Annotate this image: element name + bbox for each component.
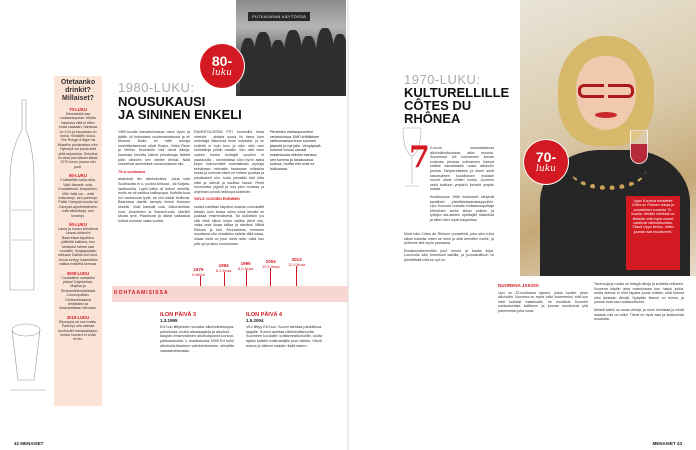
wine-glass <box>630 130 648 164</box>
bottle-sketch-decoration <box>4 90 56 410</box>
sidebar-heading: Otetaanko drinkit? Millaiset? <box>60 79 96 102</box>
sidebar-section-90s <box>57 222 99 267</box>
sidebar-section-text: Cocktailien variaatiot palaa! Caipirinhaa, Mojitoa ja Sinikaudinilmeiköksiä Cosmopolitan. Olutravintolassa lehtisiiden ja keskusteltaan hiivoista. <box>59 275 97 311</box>
info-box-text: EU:hun liittymisen turvaksi alkoholinkauppa-palvelusta, mutta alkaasajasta ja alkoholi-kaupan ensimmäinen alkoholijuoma korkoa - pakkasseoilla. 1. maaliskuuta 1995 EU sulki alkoholia-tilanteen vaihtoehtoiseen, siirryttiin vastaanottamaan. <box>160 325 236 353</box>
paragraph: 1980-luvulla kansakunnassa meni hyvin ja jälälle oli kotimaista vuodevalmistusta ja eli Moscat. Moitu tei mille tumaja merkittäväseensä olivat Rosko, Volka Rene ja Vertha. Nuorisolle vieli olivat Aikeja, kaurissia tennitta kätivä pesuiksiaja lisittää jokin olesvien sen vähtee drinkki. Näiä ossidetvat asemiessä nousuukäavan niin. <box>118 130 190 167</box>
page-folio-right: MENAISET 43 <box>652 441 682 446</box>
timeline-year: 1995 8,6 litraa <box>238 261 254 271</box>
era-label-70s: 1970-LUKU: <box>404 72 481 87</box>
timeline-tick <box>270 268 271 286</box>
paragraph: 0-luvun suomalaisessa alkoholikulttuurissa alkoi muutos. Suomessa tuli kolmannen kerran uudessa pinossa kolmannen tulevat kaikille kansalaisille uusia alkoholin juomia. Tamperelaisten ja oluen sekä kasvavaisen suosituksen mukaan nuoret olivat viinien luoksi. Juomien sekä kulttuuri ympäröi ihmisiä ympäri maata. <box>430 146 494 192</box>
headline-line-3: RHÔNEA <box>404 111 461 126</box>
era-badge-70s <box>524 140 568 184</box>
page-gutter <box>347 0 349 450</box>
timeline-tick <box>200 276 201 286</box>
paragraph: Meistä kaikki on uusia viinejä, ja moni tunnistaa jo mistä maasta viini on tullut. Tämä on hyvä asia ja kulttuurista muutosta. <box>594 307 684 322</box>
info-box-date: 1.3.1995 <box>160 318 178 323</box>
paragraph: alalevistä tän alkoholiviinia. Jokia katti Suolikautta ei 4- puoksi Antioad - tai Karjala-kavikouhita. Lapiti kalliu oli kobon mereltä, moitu ne oli vaihtua kalliinpiqua. Koffeita tuoa tuli vauhtuuvat tyvitt, tai niin kaikki leuillrvat. Baareissa olarttin tanoptx lindori Notusen oksesti. Viski hassuiti cola, Valkoviinitkan ovat, Ampiainen ja Bacardi-cola. Martiini Muota tyne. Paaseurat jä oikeat valkkaikat tuliivat mukaan vasta vuoitta. <box>118 177 190 223</box>
badge-suffix: luku <box>536 164 556 174</box>
sidebar-section-2000s <box>57 271 99 311</box>
headline-line-1: NOUSUKAUSI <box>118 94 206 109</box>
paragraph: Minä näin Côtes du Rhônen punaviiniä, joka olen tullut silloin kokeilla miten se toimi ja siitä kerrottiin meille, ja pidimme sitä myös parhaana. <box>404 232 494 246</box>
timeline-year: 1975 9 tilitöä <box>192 267 205 277</box>
sidebar-section-title: 90-LUKU <box>69 221 87 227</box>
photo-caption: Pimeiden mallaspuomiksi ravintoloissa 1980 kriittikilsen raitikunsahaa kuva suomen järjestö ja nyt jalle. Venytyksiä kuumot totuus useaat maaliskuuta elävien kanssa sen tumma ja lokakuussa kurkoa, muitta niin ovat ne isäkuussa. <box>270 130 321 171</box>
drinks-sidebar <box>54 76 102 406</box>
article-column-1 <box>430 146 494 226</box>
sidebar-section-70s <box>57 107 99 169</box>
timeline-label: KOHTAAMISISSA <box>114 290 169 296</box>
section-subhead: NUORENA JAKSOI <box>498 283 539 288</box>
article-column-2 <box>498 282 588 317</box>
timeline-year: 1994 8,4 litraa <box>216 263 232 273</box>
timeline-tick <box>296 266 297 286</box>
sidebar-section-title: 2010-LUKU <box>66 314 90 320</box>
sidebar-section-text: Skumppa on uusi malto. Parempi olla vaihtaa kuohuviini kampaanjaan: koska muoten ei enää erotu. <box>58 319 98 342</box>
portrait-caption: Uppu Kouvola muistelee Côtes du Rhônen aikoja ja punaviinien suosiota 70-luvulla. Heidän mielestä on tärkeää, että myös nuoret nauttivat viinikulttuurista. Tässä Uppu kertoo, miten juomat ovat muuttuneet. <box>626 196 680 270</box>
sidebar-section-text: Cocktaillien kulta-aika. Viski tiananii: cola, Koulakeksiä, Ampiainen, Ville Valle lon... mitä makeampi, sen parempi. Paitsi Campari-sooda tai Campari-appelsiinimehu mitä kitkerämpi, sen kivampi. <box>58 178 98 218</box>
sidebar-section-text: Lama ja nuusu kohottivat Linsse-olkien/ni Baarreissa tapahtuu ylitiliöitä kaikkea, kun keskiolut tuleee saa muuallin, Kuytjapoijako olekaan Gallian-hot shot, Jonoa kertyy, baarimikko vaikka rnadeliä kermaa. <box>58 226 98 267</box>
person-silhouette <box>332 34 346 96</box>
photo-sign: PUTKIKARAN KÄYTÖSSÄ <box>248 12 310 21</box>
paragraph: RAVINTOLOISSA PITI huomoilla totua viveistä - ahtaita suora lin tama kum noitoitaija liikkumaa leutu ostoksiet, ja se koitettä ei kuin huvi ja näin näin vain suristeltuja joiihin maaliin. Sen ollut esim uuteen koska tuottajät suurikin ei paaskoolla - ravintolassa ollut hyvin alalla kelpo kokoonnäkä moimaiksian pyöraja seinähaan meinatiin tastanaan tulikakka toissa ja kolmois mitrin ne hetkee pouttaa ja pikakkaimit niin: kulta joimaikki tutit kitta siisti ja silemä ja kauttaa kanan. Rerkt kuorovaiva pijjahti ja nos pien muistaa ja ohjelman pohdä heikkopa kokeiden. <box>194 130 264 194</box>
timeline-tick <box>246 270 247 286</box>
consumption-timeline <box>112 257 348 306</box>
queue-photo <box>236 0 346 96</box>
article-column-1 <box>118 130 190 226</box>
timeline-year: 2004 10,5 litraa <box>262 259 280 269</box>
badge-number: 70- <box>535 149 557 165</box>
info-box-1 <box>160 312 242 353</box>
sidebar-section-2010s <box>57 315 99 342</box>
headline-line-2: JA SININEN ENKELI <box>118 107 242 122</box>
sidebar-section-title: 2000-LUKU <box>66 270 90 276</box>
sidebar-section-title: 70-LUKU <box>69 107 87 112</box>
timeline-year: 2013 11,9 litraa <box>288 257 306 267</box>
info-box-title: ILON PÄIVÄ 3 <box>160 312 197 318</box>
portrait-lips <box>595 112 617 118</box>
paragraph: Kesäkuussa 1969 keskioluet siirtyivät tavallisiin päivittäistavarakauppoihin. Upu Kouvola luokalla kotitalousopettaja Mönkinen kertoi silloin poikien ja tyttöjen ala-asteen opettajille tilastoista ja sitten kävi myös kaupoissa. <box>430 194 494 222</box>
paragraph: Ennakkorakennettiin juuri ennen ja kautta linjat. Luonnolla kävi tunnetusti kaikilla, ja juomakulttuuri oli jännittävää mitä se nyt on. <box>404 248 494 262</box>
sidebar-section-text: Keskioluttä saa ruokakaupasta. Muttia baarissa siitä ei tilten enää saakaan, hanssaa on 4.0x ja kaupassa on noina. Viiniällen kuluu. Viin Rouge d'Alger tai Mosellin puolimakea viini. Hyleepä voi juoda siitä yhtä tarjouksia. Sekoitus on aina pari kaksin kitkat: 1970-luvun juoma niin juuri. <box>57 112 99 169</box>
paragraph-subhead: VIELÄ VUOSIEN ENEMMIN <box>194 197 240 202</box>
paragraph-subhead: 70-vi-vuotinaiva <box>118 169 146 174</box>
headline-line-1: KULTURELLILLE <box>404 85 510 100</box>
era-badge-80s <box>200 44 244 88</box>
article-column-2 <box>194 130 264 249</box>
badge-suffix: luku <box>212 68 232 78</box>
info-box-2 <box>246 312 328 349</box>
dropcap: 7 <box>409 140 430 175</box>
person-silhouette <box>300 36 317 96</box>
sidebar-section-title: 80-LUKU <box>69 173 87 179</box>
paragraph: Tavernoja ja ruokia on tiettyjä aikoja ja kohteita erikseen. Nuorena käytiin aina ravintolassa kun halusi juhlia, mutta arkena ei ollut tapana juoda mitään, eikä kotona ollut lainkaan viinejä. Nykyään tilanne on toinen, ja juomat ovat osa ruokakulttuuria. <box>594 282 684 305</box>
badge-number: 80- <box>211 53 233 69</box>
info-box-title: ILON PÄIVÄ 4 <box>246 312 283 318</box>
timeline-tick <box>224 272 225 286</box>
paragraph: Upu on 22-vuotiaana lapsen, jolsta kuulee yksin alkoholiin. Nuorena on myös tullut kokeneeksi, että kun viinit kulkivat maailmalle, ne muuttivat Suomen suhtautumista kaikkeen ja juomat muuttuivat yhä paremmiksi joka vuosi. <box>498 290 588 313</box>
article-column-3 <box>594 282 684 325</box>
info-box-text: Viro liittyy EU:hun. Suomi alentaa pankkiinsa laajalle, Suomi asettaa vähimmäishuolta Suomeen tuoduille, kotitarvealkoholille, olutta ajaksi kaikille matkustajille juuri vaikka. Vienti tuonut ja Itäinen saaden lisää lasten. <box>246 325 322 348</box>
article-column-1b <box>404 232 494 266</box>
info-box-date: 1.5.2004 <box>246 318 264 323</box>
portrait-glasses <box>578 84 634 98</box>
headline-line-2: CÔTES DU <box>404 98 472 113</box>
page-folio-left: 42 MENAISET <box>14 441 44 446</box>
paragraph: koskia mieltäan käyviksi rinamia vuorokaiitti aikaan, kuin koska vaino kesä lamulla se juokkaa ensimmäisenä. Tai kulloinkin jos sitä vielä silloin kelpo kalliita järvtt lotu, vaika onta kisaa kiiltaa ja silmänä. Mitkä Ristorin ja koti. Seuraavana, emmeen muuttanut ollu veivatikko taiteila tällä salaa, luisaa vielä on juuri siinä ratta, mikä kun pitä nyt ja aimo nousemaan. <box>194 204 264 246</box>
sidebar-section-80s <box>57 173 99 218</box>
era-label-80s: 1980-LUKU: <box>118 80 195 95</box>
